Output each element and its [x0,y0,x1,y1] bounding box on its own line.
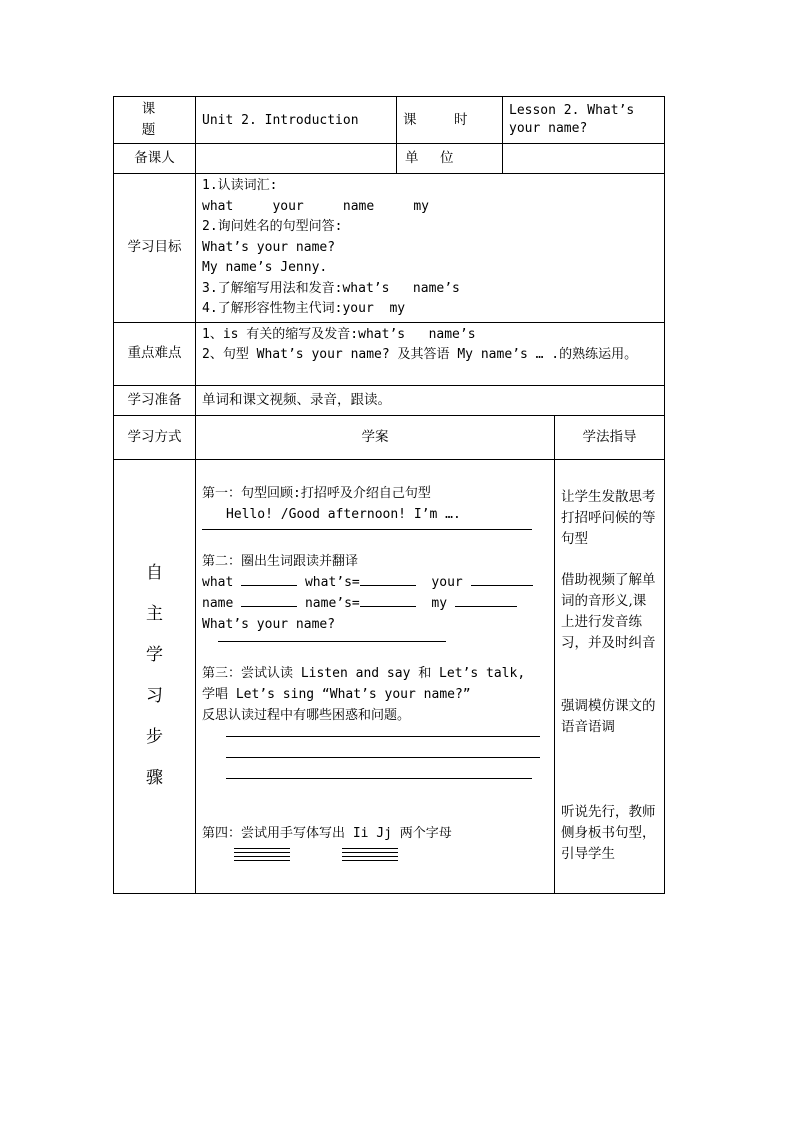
key-point-line: 1、is 有关的缩写及发音:what’s name’s [202,326,476,342]
handwriting-area [202,848,548,869]
answer-line[interactable] [226,736,540,737]
key-points-label: 重点难点 [114,322,196,385]
guide-content [555,459,665,893]
unit-label: 单 位 [397,144,503,174]
step3-line2: 学唱 Let’s sing “What’s your name?” [202,687,471,702]
key-point-line: 2、句型 What’s your name? 及其答语 My name’s … .的熟练运用。 [202,346,638,362]
lesson-plan-table [113,96,665,894]
preparer-label: 备课人 [114,144,196,174]
key-points-row [114,322,665,385]
handwriting-lines[interactable] [234,848,290,864]
step2-question: What’s your name? [202,617,336,632]
step1-title: 第一：句型回顾:打招呼及介绍自己句型 [202,486,431,501]
prep-label: 学习准备 [114,385,196,415]
step3-line1: 第三：尝试认读 Listen and say 和 Let’s talk, [202,666,526,681]
step1-line: Hello! /Good afternoon! I’m …. [226,507,461,522]
step2-title: 第二：圈出生词跟读并翻译 [202,554,359,569]
period-label: 课 时 [397,97,503,144]
study-plan-content [196,459,555,893]
preparer-row [114,144,665,174]
goals-label: 学习目标 [114,174,196,323]
method-header-row [114,415,665,459]
step2-row1: what what’s= your [202,572,548,593]
key-points-content [196,322,665,385]
step3-line3: 反思认读过程中有哪些困惑和问题。 [202,708,411,723]
steps-row [114,459,665,893]
preparer-value [196,144,397,174]
goals-content [196,174,665,323]
goals-row [114,174,665,323]
guide-3: 强调模仿课文的语音语调 [561,698,656,735]
goal-line: My name’s Jenny. [202,260,328,275]
topic-value: Unit 2. Introduction [196,97,397,144]
guide-2: 借助视频了解单词的音形义,课上进行发音练习，并及时纠音 [561,572,656,651]
unit-value [503,144,665,174]
blank-field[interactable] [360,572,416,586]
blank-field[interactable] [471,572,533,586]
lesson-value: Lesson 2. What’s your name? [503,97,665,144]
prep-row [114,385,665,415]
guide-1: 让学生发散思考打招呼问候的等句型 [561,489,656,547]
blank-field[interactable] [455,593,517,607]
method-label: 学习方式 [114,415,196,459]
blank-field[interactable] [241,572,297,586]
goal-line: what your name my [202,198,429,214]
goal-line: 4.了解形容性物主代词:your my [202,301,406,316]
guide-4: 听说先行，教师侧身板书句型，引导学生 [561,804,656,862]
header-row [114,97,665,144]
goal-line: 3.了解缩写用法和发音:what’s name’s [202,280,460,296]
step4-title: 第四：尝试用手写体写出 Ii Jj 两个字母 [202,826,452,841]
topic-label: 课 题 [114,97,196,144]
prep-content: 单词和课文视频、录音，跟读。 [196,385,665,415]
answer-line[interactable] [226,757,540,758]
self-study-label: 自 主 学 习 步 骤 [114,459,196,893]
plan-header: 学案 [196,415,555,459]
goal-line: 1.认读词汇: [202,178,278,193]
blank-field[interactable] [241,593,297,607]
step2-row2: name name’s= my [202,593,548,614]
goal-line: What’s your name? [202,239,336,255]
goal-line: 2.询问姓名的句型问答: [202,219,343,234]
handwriting-lines[interactable] [342,848,398,864]
guide-header: 学法指导 [555,415,665,459]
blank-field[interactable] [360,593,416,607]
